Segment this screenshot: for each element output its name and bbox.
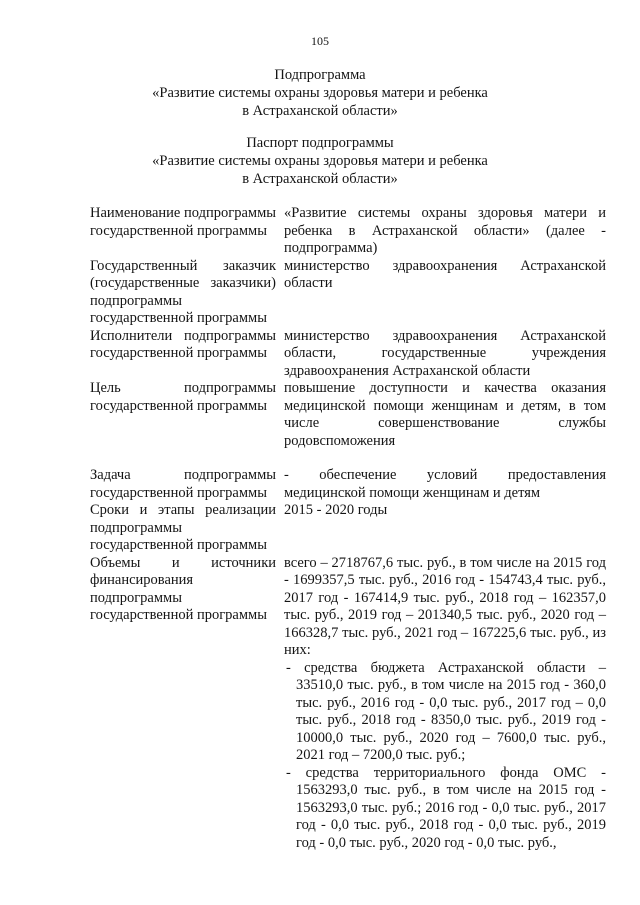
row-value: 2015 - 2020 годы	[284, 502, 388, 518]
funding-total: всего – 2718767,6 тыс. руб., в том числе на 2015 год - 1699357,5 тыс. руб., 2016 год - 154743,4 тыс. руб., 2017 год - 167414,9 тыс. руб., 2018 год – 162357,0 тыс. руб., 2019 год – 201340,5 тыс. руб., 2020 год – 166328,7 тыс. руб., 2021 год – 167225,6 тыс. руб., из них:	[284, 554, 606, 658]
row-label: Объемы и источники финансирования подпрограммы государственной программы	[90, 554, 276, 623]
row-value: повышение доступности и качества оказания медицинской помощи женщинам и детям, в том числе совершенствование службы родовспоможения	[284, 380, 606, 449]
row-value: - обеспечение условий предоставления медицинской помощи женщинам и детям	[284, 467, 606, 501]
subprogram-title-line: «Развитие системы охраны здоровья матери и ребенка	[152, 85, 488, 101]
row-label: Сроки и этапы реализации подпрограммы государственной программы	[90, 502, 276, 553]
subprogram-title-line: Подпрограмма	[274, 67, 366, 83]
row-label: Цель подпрограммы государственной программы	[90, 380, 276, 414]
passport-row-executors	[90, 328, 606, 381]
passport-row-terms	[90, 502, 606, 555]
passport-row-customer	[90, 258, 606, 328]
subprogram-title-line: в Астраханской области»	[242, 103, 398, 119]
passport-title	[0, 134, 640, 188]
page-number: 105	[311, 34, 329, 48]
funding-regional-budget: - средства бюджета Астраханской области – 33510,0 тыс. руб., в том числе на 2015 год - 360,0 тыс. руб., 2016 год - 0,0 тыс. руб., 2017 год – 0,0 тыс. руб., 2018 год - 8350,0 тыс. руб., 2019 год - 10000,0 тыс. руб., 2020 год – 7600,0 тыс. руб., 2021 год – 7200,0 тыс. руб.;	[286, 659, 606, 763]
passport-title-line: «Развитие системы охраны здоровья матери и ребенка	[152, 153, 488, 169]
subprogram-title	[0, 66, 640, 120]
passport-row-funding	[90, 555, 606, 853]
row-label: Задача подпрограммы государственной программы	[90, 467, 276, 501]
passport-title-line: Паспорт подпрограммы	[246, 135, 394, 151]
row-label: Наименование подпрограммы государственной программы	[90, 205, 276, 239]
passport-row-goal	[90, 380, 606, 450]
funding-oms-fund: - средства территориального фонда ОМС - 1563293,0 тыс. руб., в том числе на 2015 год - 1563293,0 тыс. руб.; 2016 год - 0,0 тыс. руб., 2017 год - 0,0 тыс. руб., 2018 год - 0,0 тыс. руб., 2019 год - 0,0 тыс. руб., 2020 год - 0,0 тыс. руб.,	[286, 764, 606, 851]
row-value: «Развитие системы охраны здоровья матери и ребенка в Астраханской области» (далее - подпрограмма)	[284, 205, 606, 256]
passport-row-name	[90, 205, 606, 258]
passport-row-task	[90, 467, 606, 502]
passport-title-line: в Астраханской области»	[242, 171, 398, 187]
row-value: министерство здравоохранения Астраханской области	[284, 257, 606, 291]
passport-table	[90, 205, 606, 852]
row-label: Государственный заказчик (государственные заказчики) подпрограммы государственной программы	[90, 257, 276, 326]
row-label: Исполнители подпрограммы государственной программы	[90, 327, 276, 361]
row-value	[284, 555, 606, 853]
row-value: министерство здравоохранения Астраханской области, государственные учреждения здравоохранения Астраханской области	[284, 327, 606, 379]
